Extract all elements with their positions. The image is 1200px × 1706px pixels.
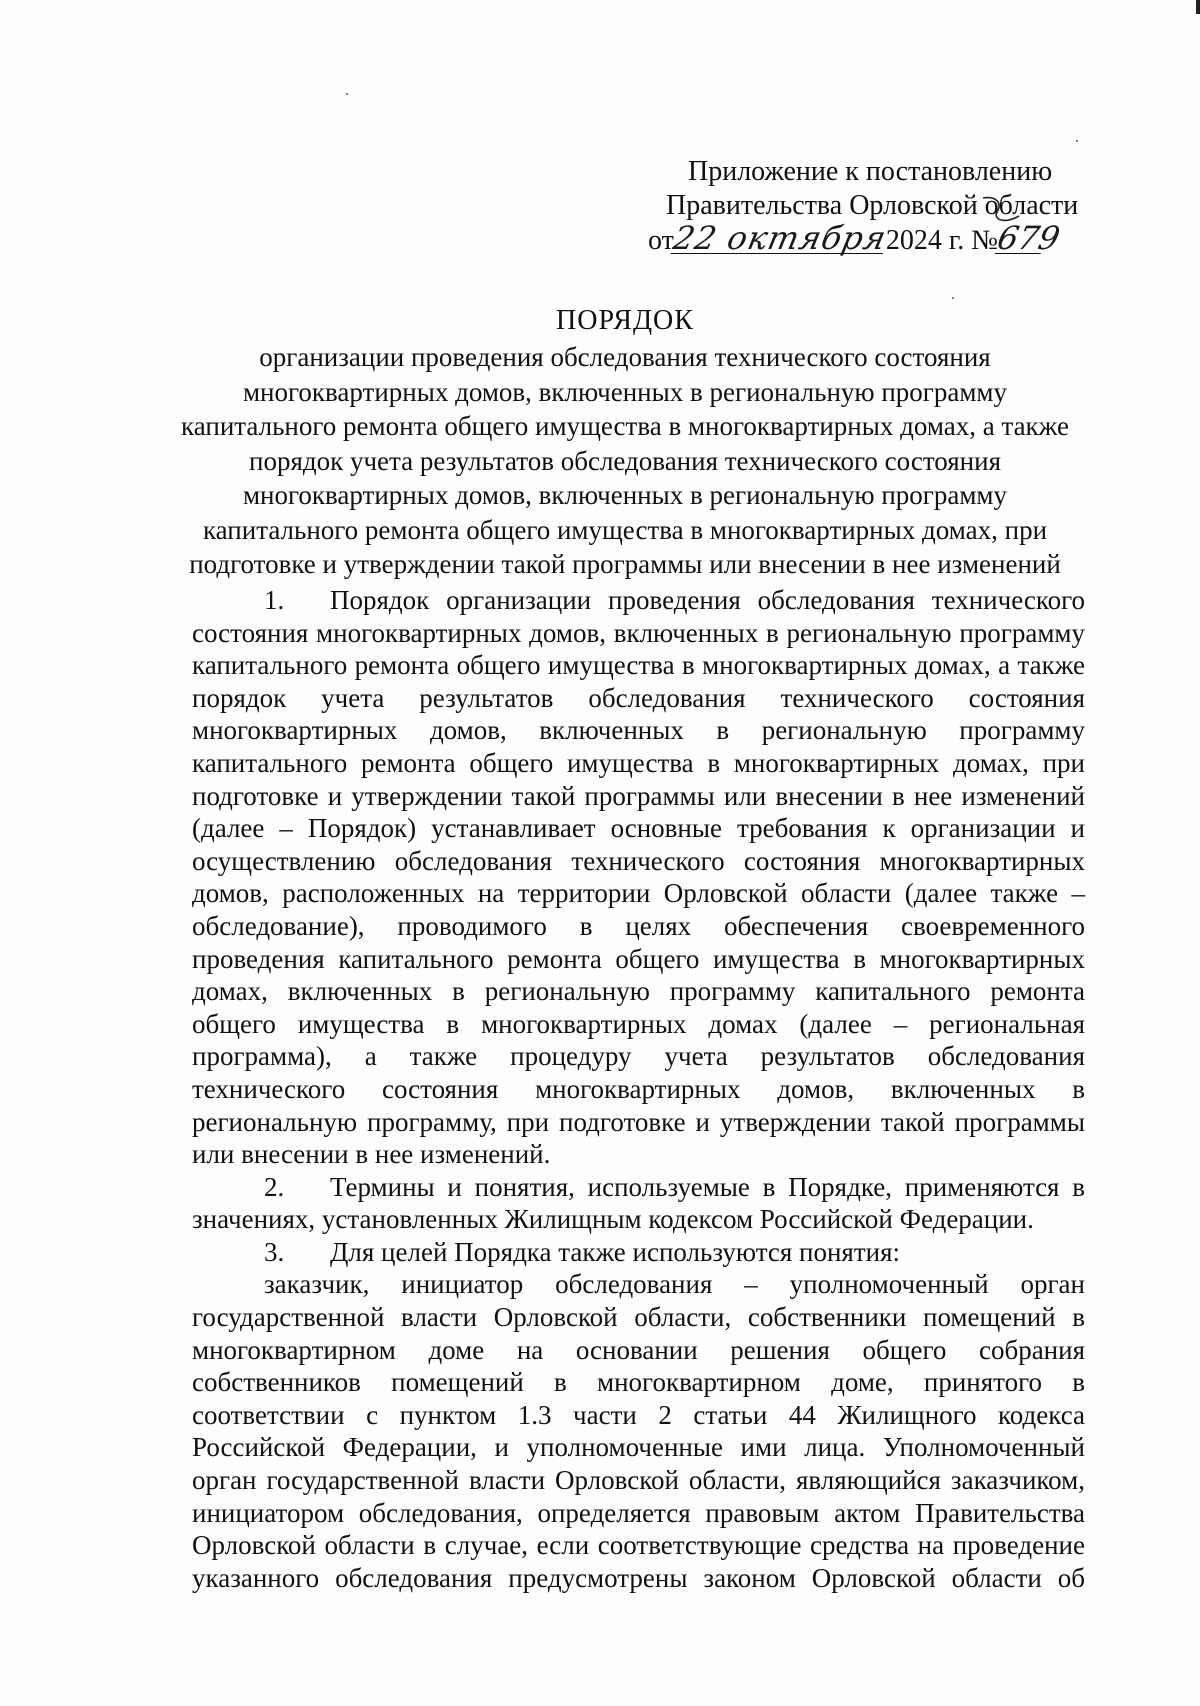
document-subtitle (170, 340, 1080, 582)
paragraph-definition (192, 1268, 1085, 1594)
paragraph-text: заказчик, инициатор обследования – уполномоченный орган государственной власти Орловской области, собственники помещений в многоквартирном доме на основании решения общего собрания собственников помещений в многоквартирном доме, принятого в соответствии с пунктом 1.3 части 2 статьи 44 Жилищного кодекса Российской Федерации, и уполномоченные ими лица. Уполномоченный орган государственной власти Орловской области, являющийся заказчиком, инициатором обследования, определяется правовым актом Правительства Орловской области в случае, если соответствующие средства на проведение указанного обследования предусмотрены законом Орловской области об (192, 1269, 1085, 1593)
paragraph-text: Термины и понятия, используемые в Порядке, применяются в значениях, установленных Жилищным кодексом Российской Федерации. (192, 1171, 1085, 1235)
paragraph-2 (192, 1171, 1085, 1236)
subtitle-line: порядок учета результатов обследования технического состояния (249, 445, 1001, 476)
scan-speck (346, 93, 348, 95)
paragraph-3 (192, 1236, 1085, 1269)
scan-speck (1076, 140, 1078, 142)
paragraph-1 (192, 584, 1085, 1171)
appendix-date-prefix: от (648, 225, 674, 256)
appendix-year-text: 2024 г. № (885, 225, 998, 256)
subtitle-line: капитального ремонта общего имущества в многоквартирных домах, при (202, 514, 1048, 545)
appendix-line-1: Приложение к постановлению (688, 156, 1053, 187)
handwritten-number: 679 (993, 219, 1064, 257)
handwritten-date: 22 октября (669, 219, 891, 257)
subtitle-line: капитального ремонта общего имущества в многоквартирных домах, а также (181, 411, 1069, 441)
document-title: ПОРЯДОК (556, 305, 694, 336)
paragraph-text: Для целей Порядка также используются понятия: (330, 1236, 901, 1267)
document-body (192, 584, 1085, 1594)
paragraph-number: 2. (264, 1171, 285, 1202)
paragraph-text: Порядок организации проведения обследования технического состояния многоквартирных домов, включенных в региональную программу капитального ремонта общего имущества в многоквартирных домах, а также порядок учета результатов обследования технического состояния многоквартирных домов, включенных в региональную программу капитального ремонта общего имущества в многоквартирных домах, при подготовке и утверждении такой программы или внесении в нее изменений (далее – Порядок) устанавливает основные требования к организации и осуществлению обследования технического состояния многоквартирных домов, расположенных на территории Орловской области (далее также – обследование), проводимого в целях обеспечения своевременного проведения капитального ремонта общего имущества в многоквартирных домах, включенных в региональную программу капитального ремонта общего имущества в многоквартирных домах (далее – региональная программа), а также процедуру учета результатов обследования технического состояния многоквартирных домов, включенных в региональную программу, при подготовке и утверждении такой программы или внесении в нее изменений. (192, 585, 1085, 1170)
subtitle-line: многоквартирных домов, включенных в региональную программу (242, 376, 1008, 407)
scan-corner-mark (1196, 0, 1200, 14)
paragraph-number: 1. (264, 585, 285, 615)
appendix-line-2: Правительства Орловской области (666, 190, 1079, 221)
paragraph-number: 3. (264, 1236, 285, 1267)
scan-speck (952, 297, 954, 299)
signature-flourish (975, 194, 1035, 230)
subtitle-line: многоквартирных домов, включенных в региональную программу (242, 480, 1008, 510)
subtitle-line: организации проведения обследования технического состояния (259, 342, 991, 372)
subtitle-line: подготовке и утверждении такой программы или внесении в нее изменений (189, 549, 1061, 579)
